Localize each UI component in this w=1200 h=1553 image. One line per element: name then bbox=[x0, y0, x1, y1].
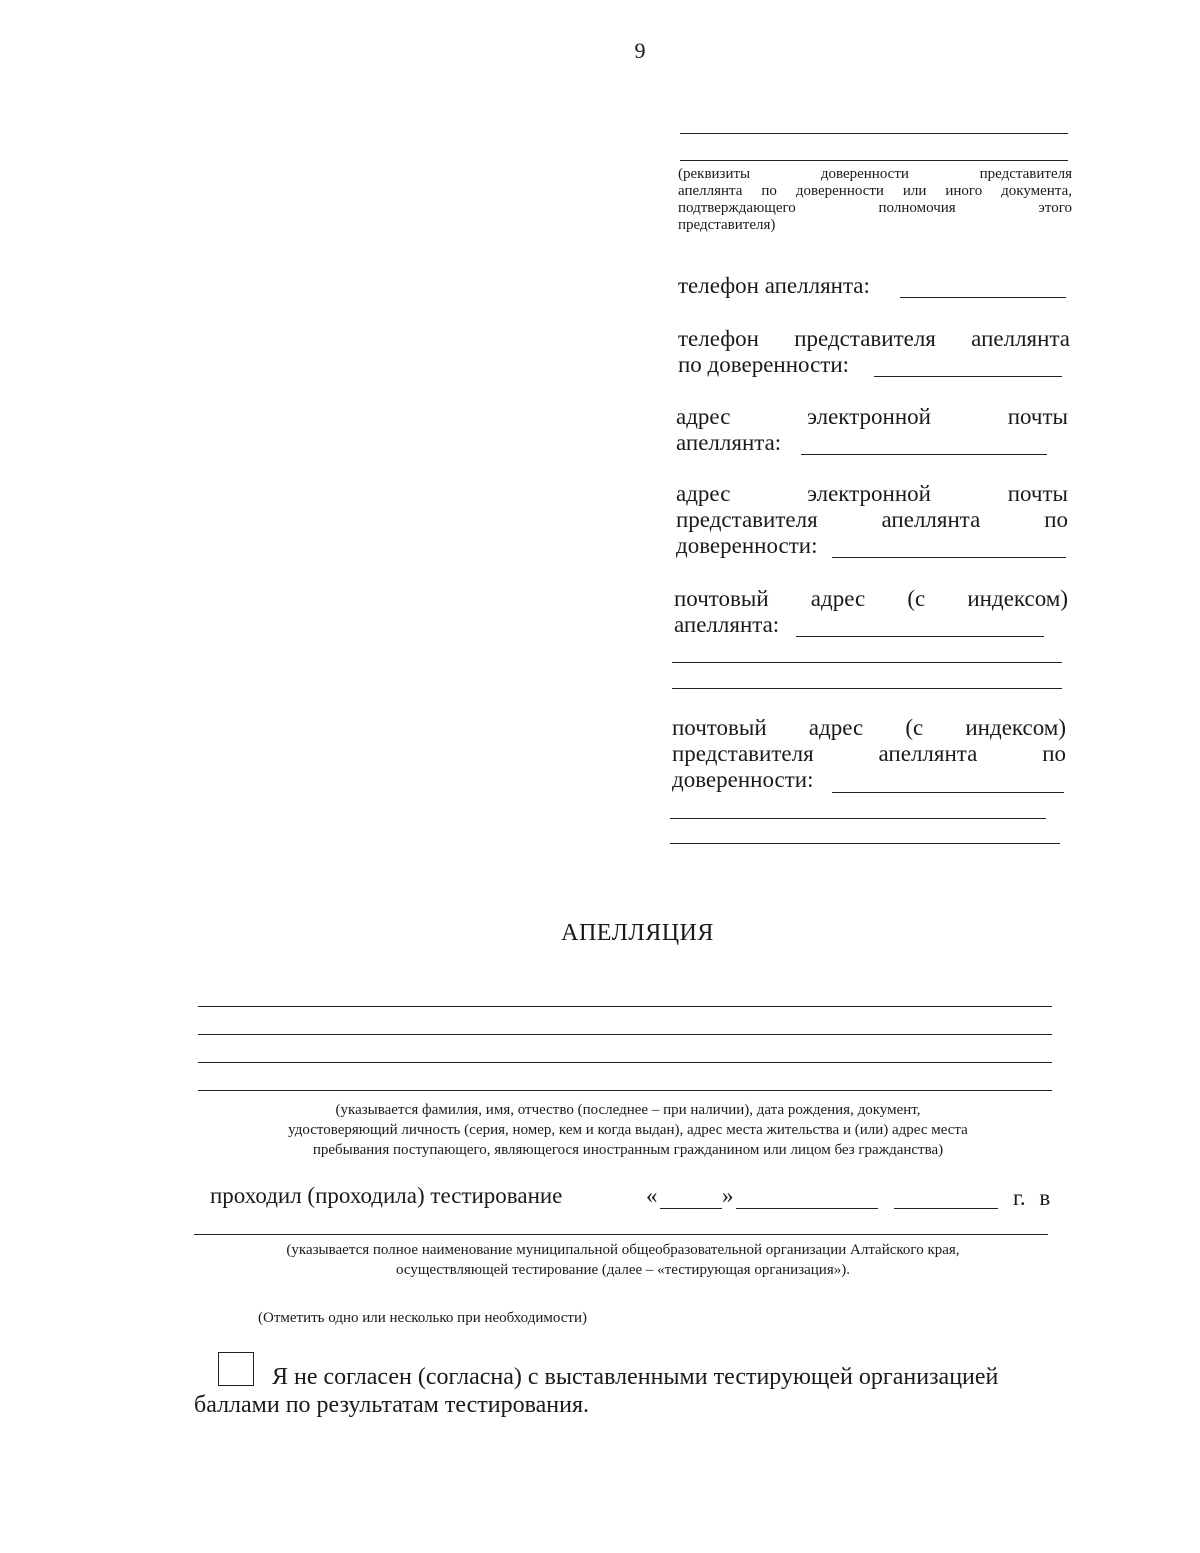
option-line: баллами по результатам тестирования. bbox=[194, 1392, 589, 1418]
postal-representative-input-line-3[interactable] bbox=[670, 843, 1060, 844]
label-line: по доверенности: bbox=[678, 352, 850, 377]
applicant-input-line-2[interactable] bbox=[198, 1034, 1052, 1035]
option-line: Я не согласен (согласна) с выставленными тестирующей организацией bbox=[272, 1364, 999, 1390]
email-appellant-label bbox=[676, 404, 1068, 456]
organization-note bbox=[190, 1240, 1056, 1280]
note-line: апеллянта по доверенности или иного документа, bbox=[678, 183, 1072, 199]
power-of-attorney-line-2[interactable] bbox=[680, 160, 1068, 161]
note-line: (указывается фамилия, имя, отчество (последнее – при наличии), дата рождения, документ, bbox=[335, 1102, 921, 1118]
label-line: представителя апеллянта по bbox=[676, 507, 1068, 532]
testing-month-input-line[interactable] bbox=[736, 1208, 878, 1209]
postal-appellant-input-line-3[interactable] bbox=[672, 688, 1062, 689]
label-line: почтовый адрес (с индексом) bbox=[672, 715, 1066, 740]
label-line: почтовый адрес (с индексом) bbox=[674, 586, 1068, 611]
note-line: (указывается полное наименование муниципальной общеобразовательной организации Алтайского края, bbox=[286, 1242, 960, 1258]
applicant-input-line-4[interactable] bbox=[198, 1090, 1052, 1091]
close-quote: » bbox=[722, 1183, 734, 1208]
year-suffix: г. в bbox=[1013, 1185, 1051, 1210]
postal-appellant-label bbox=[674, 586, 1068, 638]
phone-appellant-input-line[interactable] bbox=[900, 297, 1066, 298]
document-title: АПЕЛЛЯЦИЯ bbox=[561, 920, 714, 946]
testing-text: проходил (проходила) тестирование bbox=[210, 1183, 563, 1208]
testing-day-input-line[interactable] bbox=[660, 1208, 722, 1209]
label-line: доверенности: bbox=[676, 533, 818, 558]
email-representative-input-line[interactable] bbox=[832, 557, 1066, 558]
testing-year-input-line[interactable] bbox=[894, 1208, 998, 1209]
postal-appellant-input-line-2[interactable] bbox=[672, 662, 1062, 663]
applicant-input-line-1[interactable] bbox=[198, 1006, 1052, 1007]
note-line: пребывания поступающего, являющегося иностранным гражданином или лицом без гражданства) bbox=[312, 1142, 944, 1158]
label-line: телефон представителя апеллянта bbox=[678, 326, 1070, 351]
label-line: апеллянта: bbox=[676, 430, 782, 455]
phone-representative-input-line[interactable] bbox=[874, 376, 1062, 377]
postal-representative-input-line-1[interactable] bbox=[832, 792, 1064, 793]
testing-sentence bbox=[210, 1183, 562, 1209]
email-representative-label bbox=[676, 481, 1068, 559]
applicant-input-line-3[interactable] bbox=[198, 1062, 1052, 1063]
checkbox-option-text bbox=[194, 1363, 1064, 1419]
postal-representative-label bbox=[672, 715, 1066, 793]
postal-appellant-input-line-1[interactable] bbox=[796, 636, 1044, 637]
label-line: доверенности: bbox=[672, 767, 814, 792]
email-appellant-input-line[interactable] bbox=[801, 454, 1047, 455]
power-of-attorney-line-1[interactable] bbox=[680, 133, 1068, 134]
mark-instruction: (Отметить одно или несколько при необходимости) bbox=[258, 1310, 587, 1326]
note-line: осуществляющей тестирование (далее – «тестирующая организация»). bbox=[396, 1262, 850, 1278]
organization-input-line[interactable] bbox=[194, 1234, 1048, 1235]
power-of-attorney-note bbox=[678, 166, 1072, 234]
note-line: представителя) bbox=[678, 217, 776, 233]
label-line: представителя апеллянта по bbox=[672, 741, 1066, 766]
phone-appellant-label: телефон апеллянта: bbox=[678, 273, 870, 298]
open-quote: « bbox=[646, 1183, 658, 1208]
label-line: адрес электронной почты bbox=[676, 481, 1068, 506]
page-number: 9 bbox=[634, 38, 646, 63]
note-line: удостоверяющий личность (серия, номер, кем и когда выдан), адрес места жительства и (или) адрес места bbox=[288, 1122, 968, 1138]
phone-representative-label bbox=[678, 326, 1070, 378]
label-line: апеллянта: bbox=[674, 612, 780, 637]
note-line: (реквизиты доверенности представителя bbox=[678, 166, 1072, 182]
applicant-note bbox=[190, 1100, 1066, 1160]
label-line: адрес электронной почты bbox=[676, 404, 1068, 429]
postal-representative-input-line-2[interactable] bbox=[670, 818, 1046, 819]
note-line: подтверждающего полномочия этого bbox=[678, 200, 1072, 216]
